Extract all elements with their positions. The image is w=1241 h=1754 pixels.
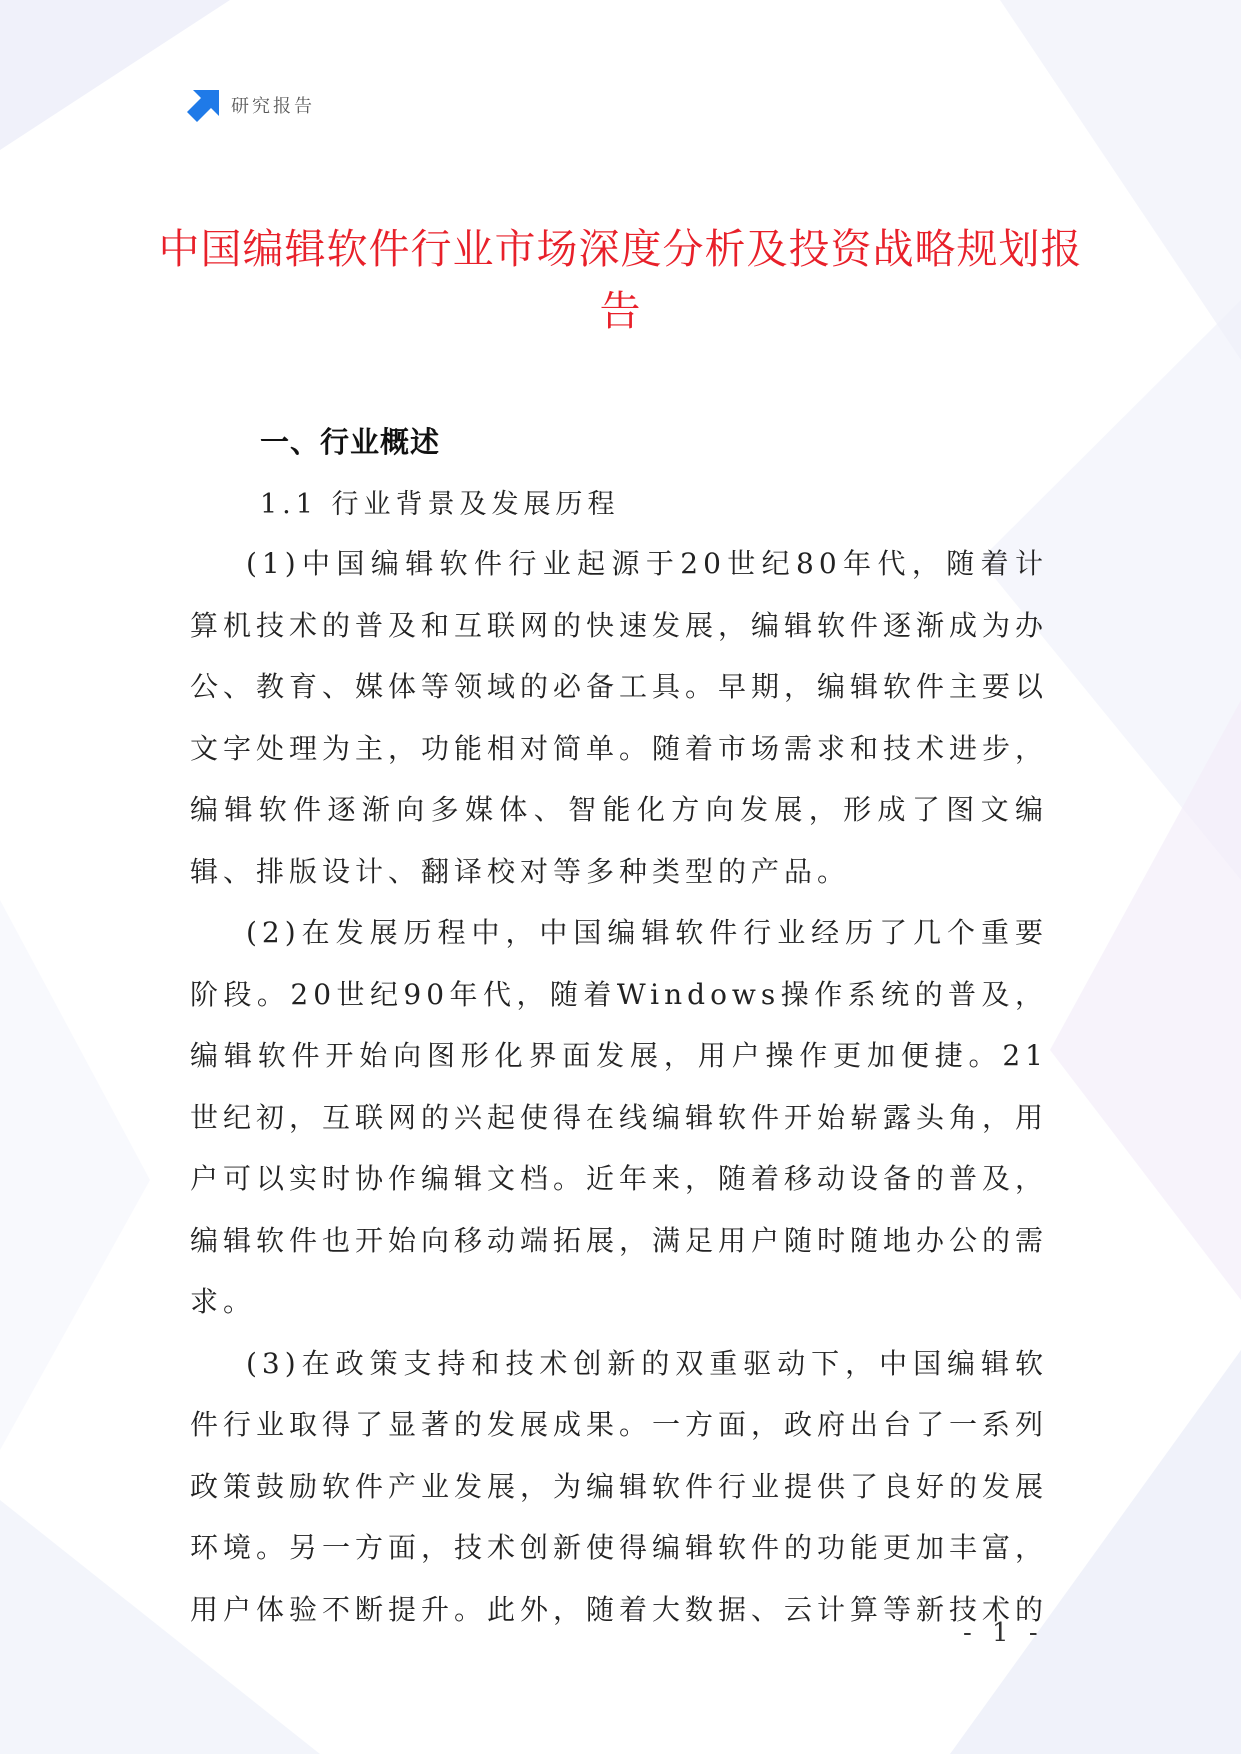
- report-header: [187, 88, 315, 122]
- subsection-heading: 1.1 行业背景及发展历程: [260, 489, 620, 520]
- body-text: [190, 533, 1048, 1640]
- report-title: 中国编辑软件行业市场深度分析及投资战略规划报告: [158, 225, 1083, 335]
- section-heading: 一、行业概述: [260, 425, 441, 459]
- paragraph-2: (2)在发展历程中，中国编辑软件行业经历了几个重要阶段。20世纪90年代，随着Windows操作系统的普及，编辑软件开始向图形化界面发展，用户操作更加便捷。21世纪初，互联网的兴起使得在线编辑软件开始崭露头角，用户可以实时协作编辑文档。近年来，随着移动设备的普及，编辑软件也开始向移动端拓展，满足用户随时随地办公的需求。: [190, 916, 1049, 1318]
- arrow-up-right-icon: [187, 88, 221, 122]
- paragraph-1: (1)中国编辑软件行业起源于20世纪80年代，随着计算机技术的普及和互联网的快速发展，编辑软件逐渐成为办公、教育、媒体等领域的必备工具。早期，编辑软件主要以文字处理为主，功能相对简单。随着市场需求和技术进步，编辑软件逐渐向多媒体、智能化方向发展，形成了图文编辑、排版设计、翻译校对等多种类型的产品。: [190, 547, 1049, 888]
- page-number: - 1 -: [963, 1618, 1044, 1648]
- paragraph-3: (3)在政策支持和技术创新的双重驱动下，中国编辑软件行业取得了显著的发展成果。一方面，政府出台了一系列政策鼓励软件产业发展，为编辑软件行业提供了良好的发展环境。另一方面，技术创新使得编辑软件的功能更加丰富，用户体验不断提升。此外，随着大数据、云计算等新技术的: [190, 1346, 1049, 1626]
- header-label: 研究报告: [231, 96, 315, 117]
